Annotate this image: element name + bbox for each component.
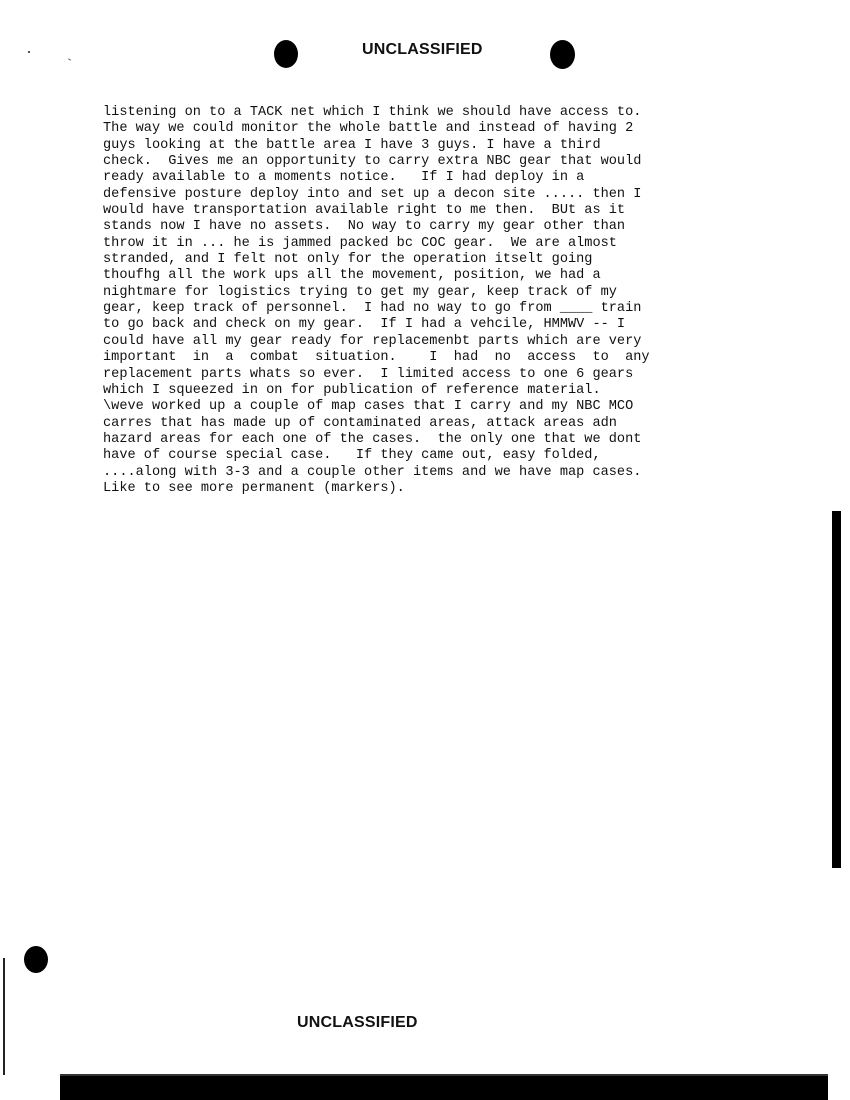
transcript-line: could have all my gear ready for replacemenbt parts which are very [103, 333, 642, 349]
transcript-line: ready available to a moments notice. If I had deploy in a [103, 170, 585, 186]
scan-bottom-bar [60, 1076, 828, 1100]
scan-edge-line-left [3, 958, 5, 1075]
transcript-line: listening on to a TACK net which I think we should have access to. [103, 105, 642, 120]
transcript-line: ....along with 3-3 and a couple other items and we have map cases. [103, 464, 642, 480]
transcript-line: have of course special case. If they came out, easy folded, [103, 448, 601, 464]
transcript-text-block [103, 105, 743, 497]
transcript-line: check. Gives me an opportunity to carry extra NBC gear that would [103, 154, 642, 170]
transcript-line: which I squeezed in on for publication of reference material. [103, 382, 601, 398]
transcript-line: would have transportation available right to me then. BUt as it [103, 203, 626, 219]
header-left-dot [274, 40, 298, 68]
transcript-line: replacement parts whats so ever. I limited access to one 6 gears [103, 366, 634, 382]
transcript-line: The way we could monitor the whole battle and instead of having 2 [103, 121, 634, 137]
transcript-line: stranded, and I felt not only for the operation itselt going [103, 252, 593, 268]
transcript-line: important in a combat situation. I had no access to any [103, 350, 650, 366]
transcript-line: Like to see more permanent (markers). [103, 480, 405, 496]
transcript-line: thoufhg all the work ups all the movement, position, we had a [103, 268, 601, 284]
transcript-line: to go back and check on my gear. If I had a vehcile, HMMWV -- I [103, 317, 626, 333]
transcript-line: guys looking at the battle area I have 3 guys. I have a third [103, 137, 601, 153]
transcript-line: stands now I have no assets. No way to carry my gear other than [103, 219, 626, 235]
transcript-line: gear, keep track of personnel. I had no way to go from ____ train [103, 301, 642, 317]
scan-speck [68, 58, 71, 60]
header-classification-marking: UNCLASSIFIED [362, 41, 483, 58]
transcript-line: nightmare for logistics trying to get my gear, keep track of my [103, 284, 617, 300]
transcript-line: \weve worked up a couple of map cases that I carry and my NBC MCO [103, 399, 634, 415]
header-right-dot [550, 40, 575, 69]
footer-left-dot [24, 946, 48, 973]
scan-edge-bar-right [832, 511, 841, 868]
footer-classification-marking: UNCLASSIFIED [297, 1014, 418, 1031]
transcript-line: defensive posture deploy into and set up a decon site ..... then I [103, 186, 642, 202]
transcript-line: throw it in ... he is jammed packed bc COC gear. We are almost [103, 235, 617, 251]
scan-speck [28, 51, 30, 53]
transcript-line: hazard areas for each one of the cases. the only one that we dont [103, 431, 642, 447]
transcript-line: carres that has made up of contaminated areas, attack areas adn [103, 415, 617, 431]
